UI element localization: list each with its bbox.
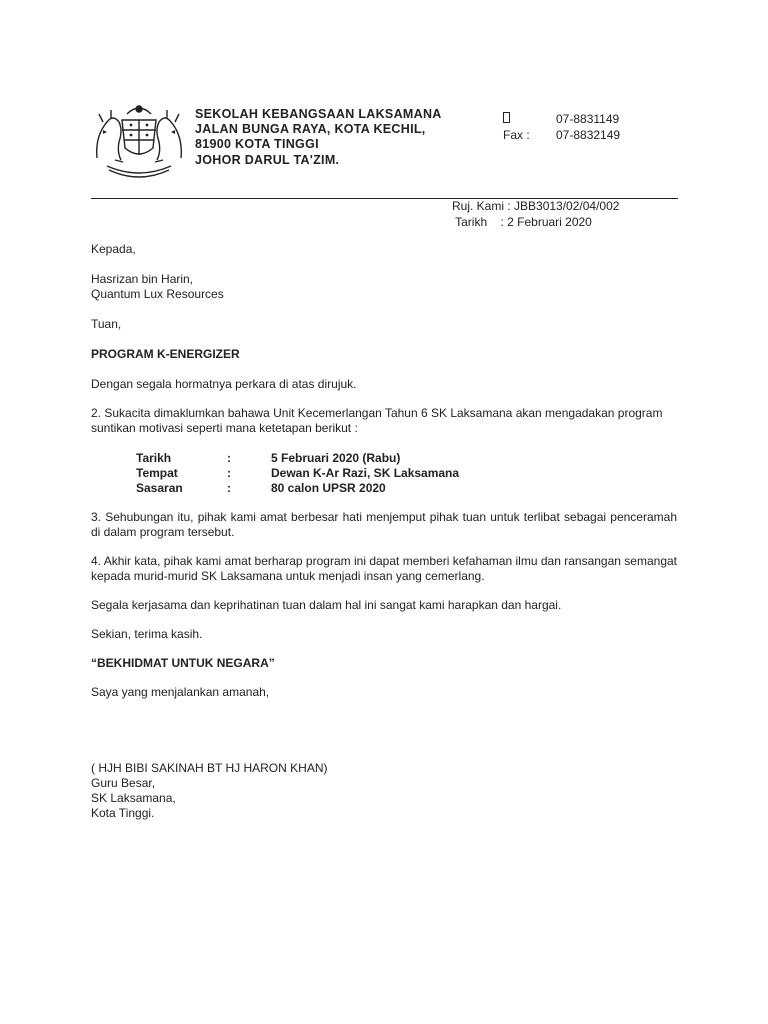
detail-value: 5 Februari 2020 (Rabu) <box>271 451 401 465</box>
reference-number: Ruj. Kami : JBB3013/02/04/002 <box>452 199 620 213</box>
signatory-name: ( HJH BIBI SAKINAH BT HJ HARON KHAN) <box>91 761 328 775</box>
detail-row <box>136 481 677 496</box>
amanah-line: Saya yang menjalankan amanah, <box>91 685 270 699</box>
school-address <box>195 107 442 168</box>
fax-label: Fax : <box>503 127 530 142</box>
program-details <box>136 451 677 496</box>
signatory-school: SK Laksamana, <box>91 791 176 805</box>
detail-colon: : <box>227 481 231 495</box>
detail-value: 80 calon UPSR 2020 <box>271 481 386 495</box>
contact-values <box>556 112 620 143</box>
detail-label: Sasaran <box>136 481 183 495</box>
paragraph-2: 2. Sukacita dimaklumkan bahawa Unit Kecemerlangan Tahun 6 SK Laksamana akan mengadakan program suntikan motivasi seperti mana ketetapan berikut : <box>91 406 663 435</box>
letter-body <box>91 242 677 821</box>
paragraph-4: 4. Akhir kata, pihak kami amat berharap program ini dapat memberi kefahaman ilmu dan ransangan semangat kepada murid-murid SK Laksamana untuk menjadi insan yang cemerlang. <box>91 554 677 583</box>
letter-subject: PROGRAM K-ENERGIZER <box>91 347 240 361</box>
detail-row <box>136 466 677 481</box>
paragraph-1: Dengan segala hormatnya perkara di atas dirujuk. <box>91 377 357 391</box>
paragraph-5: Segala kerjasama dan keprihatinan tuan dalam hal ini sangat kami harapkan dan hargai. <box>91 598 562 612</box>
detail-value: Dewan K-Ar Razi, SK Laksamana <box>271 466 460 480</box>
phone-number: 07-8831149 <box>556 112 620 126</box>
signatory-town: Kota Tinggi. <box>91 806 155 820</box>
malaysia-coat-of-arms-icon <box>89 100 189 180</box>
salutation: Tuan, <box>91 317 122 331</box>
detail-label: Tempat <box>136 466 178 480</box>
motto: “BEKHIDMAT UNTUK NEGARA” <box>91 656 275 670</box>
closing-line: Sekian, terima kasih. <box>91 627 203 641</box>
address-line-3: JOHOR DARUL TA'ZIM. <box>195 152 340 167</box>
letter-date: Tarikh : 2 Februari 2020 <box>452 214 592 229</box>
contact-labels <box>503 112 530 143</box>
reference-block <box>452 199 619 230</box>
fax-number: 07-8832149 <box>556 127 621 142</box>
recipient-name: Hasrizan bin Harin, <box>91 272 194 286</box>
paragraph-3: 3. Sehubungan itu, pihak kami amat berbesar hati menjemput pihak tuan untuk terlibat sebagai penceramah di dalam program tersebut. <box>91 510 677 539</box>
detail-row <box>136 451 677 466</box>
detail-colon: : <box>227 451 231 465</box>
detail-label: Tarikh <box>136 451 172 465</box>
address-line-2: 81900 KOTA TINGGI <box>195 137 319 152</box>
signatory-title: Guru Besar, <box>91 776 156 790</box>
detail-colon: : <box>227 466 231 480</box>
kepada-line: Kepada, <box>91 242 136 256</box>
recipient-company: Quantum Lux Resources <box>91 287 224 301</box>
school-name: SEKOLAH KEBANGSAAN LAKSAMANA <box>195 107 442 121</box>
address-line-1: JALAN BUNGA RAYA, KOTA KECHIL, <box>195 122 426 137</box>
